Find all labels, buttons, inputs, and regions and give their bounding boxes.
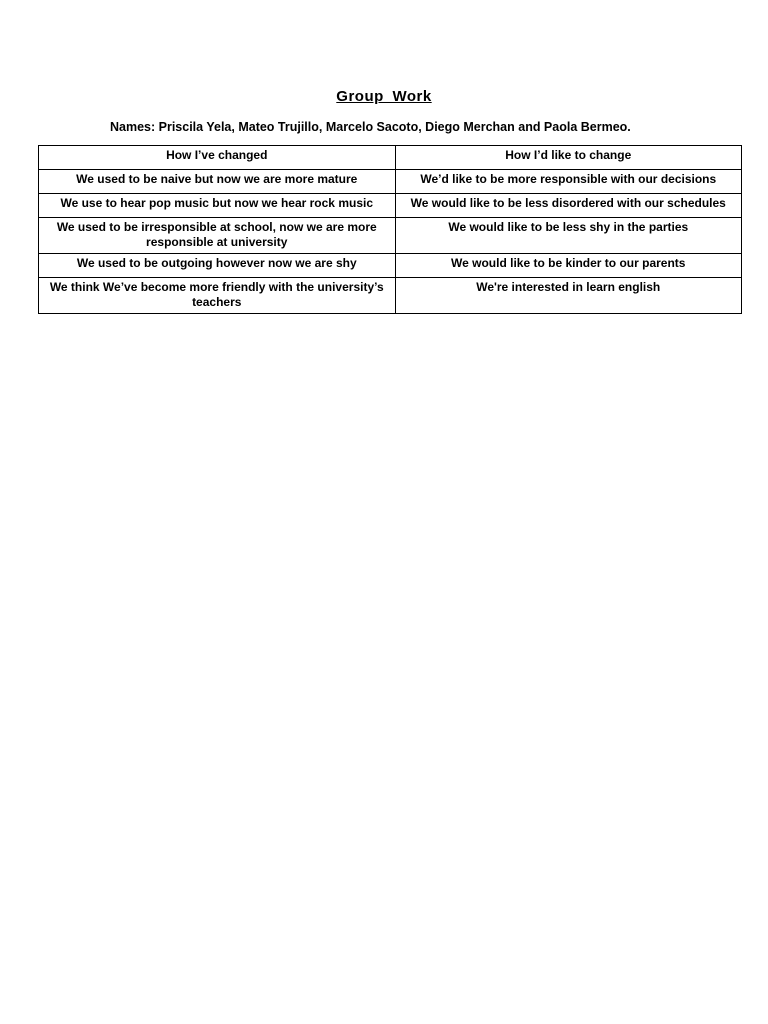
table-cell-changed: We think We’ve become more friendly with the university’s teachers — [39, 278, 396, 314]
changes-table — [38, 145, 742, 314]
header-how-ive-changed: How I’ve changed — [39, 146, 396, 170]
table-row — [39, 254, 742, 278]
table-cell-changed: We used to be outgoing however now we are shy — [39, 254, 396, 278]
table-cell-like-to-change: We’d like to be more responsible with our decisions — [395, 170, 742, 194]
table-row — [39, 278, 742, 314]
table-row — [39, 194, 742, 218]
table-cell-like-to-change: We would like to be less disordered with our schedules — [395, 194, 742, 218]
table-cell-changed: We use to hear pop music but now we hear rock music — [39, 194, 396, 218]
table-row — [39, 170, 742, 194]
table-header-row — [39, 146, 742, 170]
table-cell-changed: We used to be irresponsible at school, now we are more responsible at university — [39, 218, 396, 254]
table-cell-like-to-change: We're interested in learn english — [395, 278, 742, 314]
page-title: Group Work — [336, 88, 432, 105]
header-how-id-like-to-change: How I’d like to change — [395, 146, 742, 170]
table-cell-like-to-change: We would like to be kinder to our parents — [395, 254, 742, 278]
table-cell-changed: We used to be naive but now we are more mature — [39, 170, 396, 194]
table-row — [39, 218, 742, 254]
group-names: Names: Priscila Yela, Mateo Trujillo, Marcelo Sacoto, Diego Merchan and Paola Bermeo. — [110, 120, 631, 134]
table-cell-like-to-change: We would like to be less shy in the parties — [395, 218, 742, 254]
